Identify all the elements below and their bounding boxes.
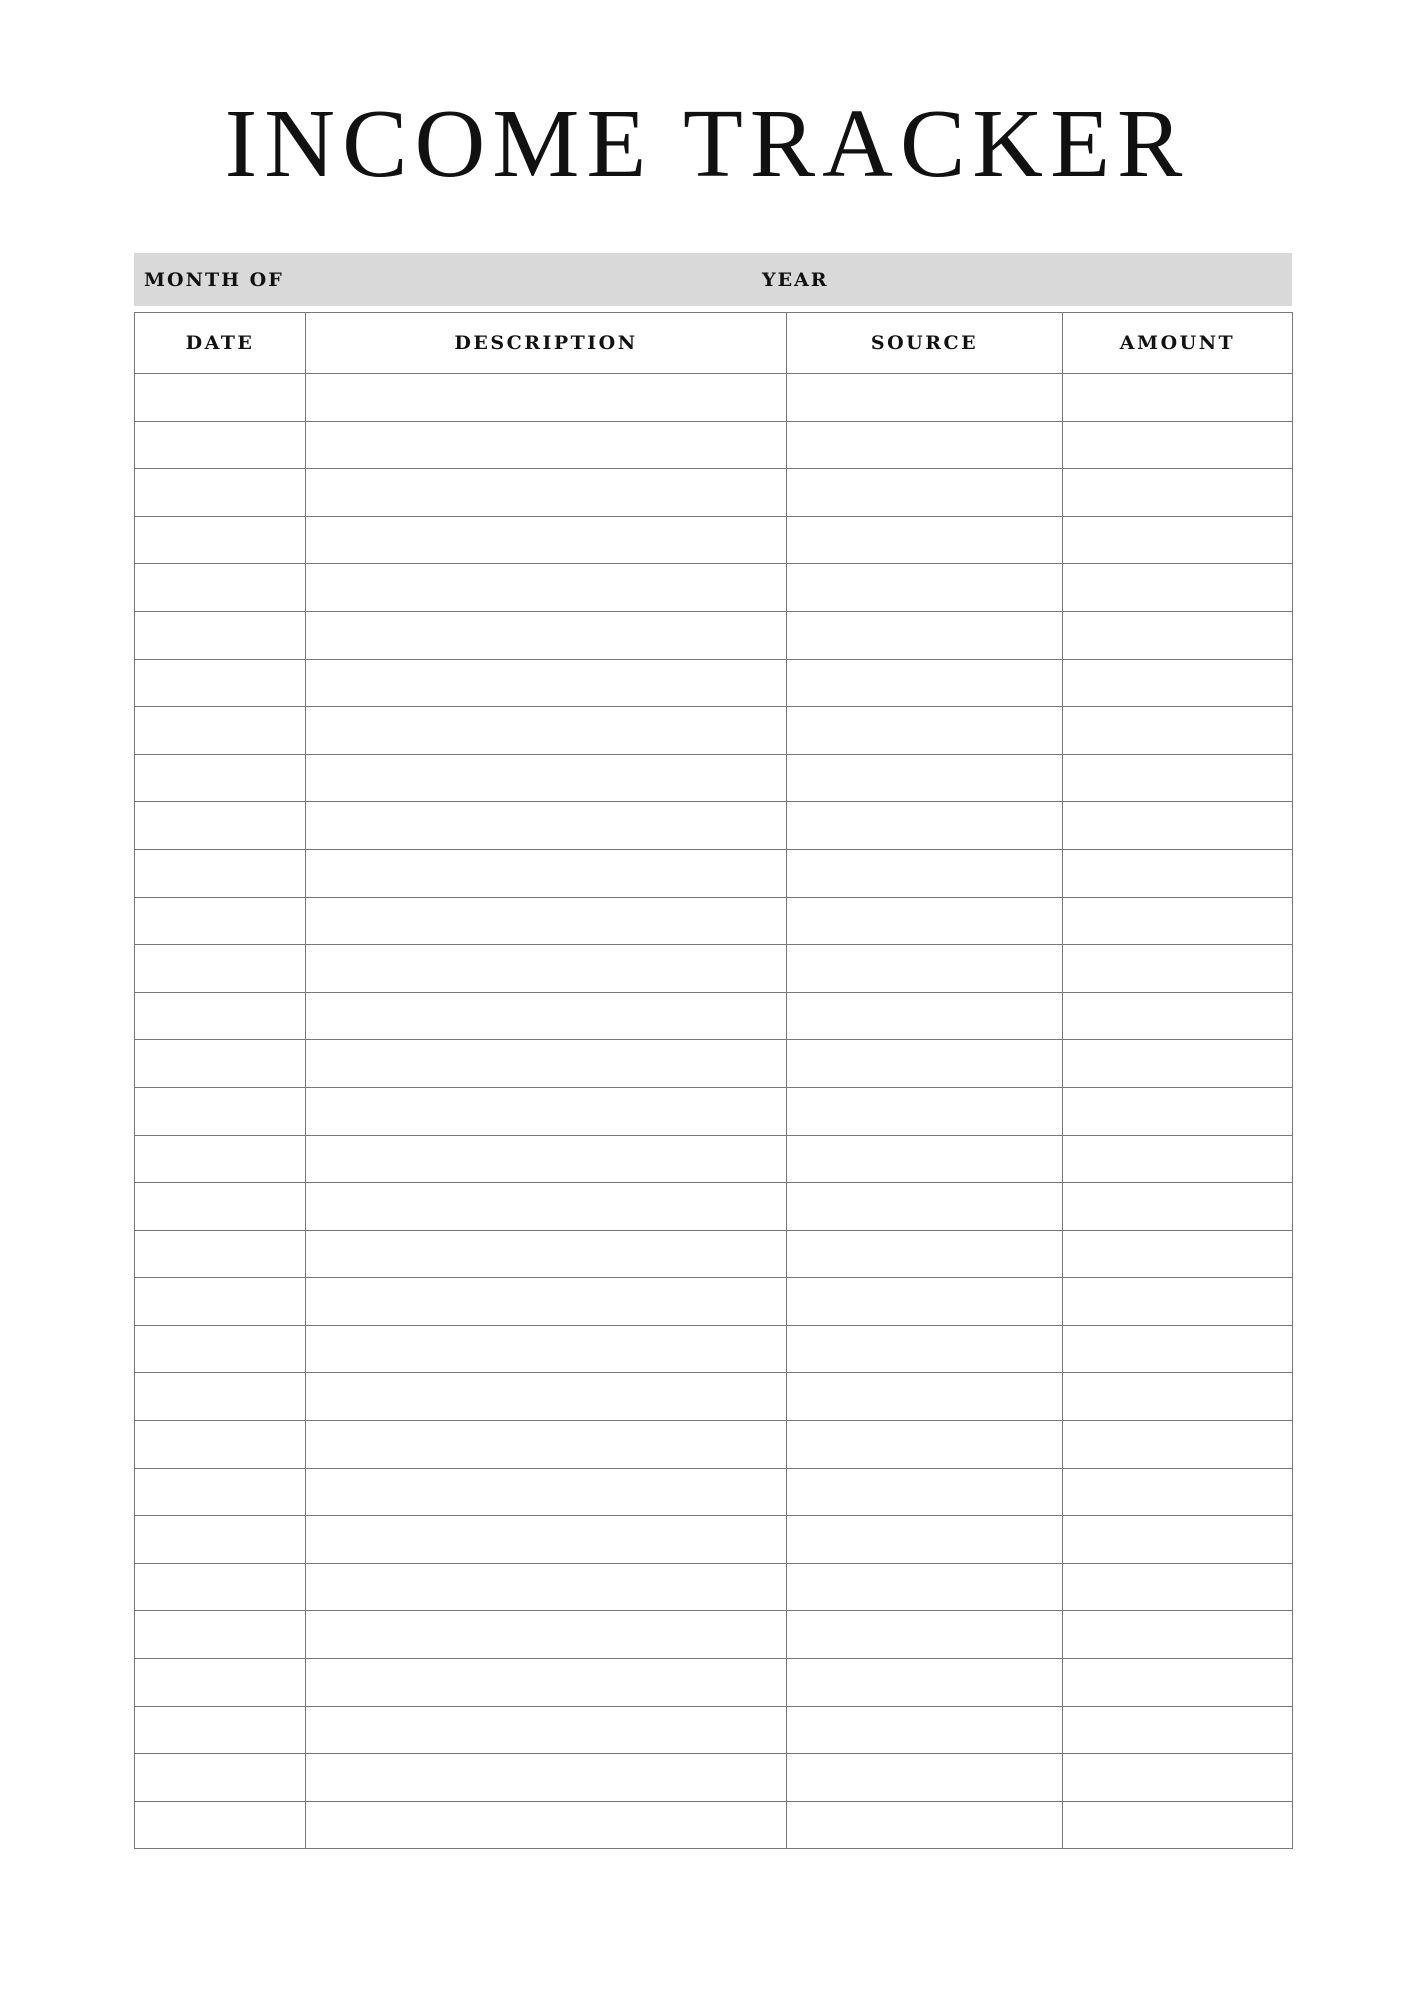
description-cell[interactable] xyxy=(306,1373,787,1421)
amount-cell[interactable] xyxy=(1063,802,1293,850)
description-cell[interactable] xyxy=(306,897,787,945)
source-cell[interactable] xyxy=(787,1611,1063,1659)
table-row xyxy=(135,1611,1293,1659)
amount-cell[interactable] xyxy=(1063,1706,1293,1754)
source-cell[interactable] xyxy=(787,1373,1063,1421)
source-cell[interactable] xyxy=(787,992,1063,1040)
description-cell[interactable] xyxy=(306,1278,787,1326)
table-row xyxy=(135,897,1293,945)
description-cell[interactable] xyxy=(306,1516,787,1564)
column-header-date: DATE xyxy=(135,313,306,374)
table-row xyxy=(135,1040,1293,1088)
source-cell[interactable] xyxy=(787,1659,1063,1707)
date-cell[interactable] xyxy=(135,1516,306,1564)
description-cell[interactable] xyxy=(306,1421,787,1469)
date-cell[interactable] xyxy=(135,1754,306,1802)
source-cell[interactable] xyxy=(787,1754,1063,1802)
amount-cell[interactable] xyxy=(1063,1183,1293,1231)
table-row xyxy=(135,707,1293,755)
date-cell[interactable] xyxy=(135,1611,306,1659)
table-row xyxy=(135,469,1293,517)
date-cell[interactable] xyxy=(135,802,306,850)
source-cell[interactable] xyxy=(787,374,1063,422)
table-row xyxy=(135,1087,1293,1135)
table-row xyxy=(135,421,1293,469)
description-cell[interactable] xyxy=(306,945,787,993)
table-row xyxy=(135,1563,1293,1611)
description-cell[interactable] xyxy=(306,1468,787,1516)
month-year-band xyxy=(134,253,1292,306)
amount-cell[interactable] xyxy=(1063,1040,1293,1088)
table-row xyxy=(135,1278,1293,1326)
source-cell[interactable] xyxy=(787,1468,1063,1516)
table-row xyxy=(135,945,1293,993)
source-cell[interactable] xyxy=(787,754,1063,802)
amount-cell[interactable] xyxy=(1063,849,1293,897)
amount-cell[interactable] xyxy=(1063,754,1293,802)
table-row xyxy=(135,1230,1293,1278)
date-cell[interactable] xyxy=(135,421,306,469)
source-cell[interactable] xyxy=(787,707,1063,755)
description-cell[interactable] xyxy=(306,421,787,469)
date-cell[interactable] xyxy=(135,659,306,707)
source-cell[interactable] xyxy=(787,1801,1063,1849)
amount-cell[interactable] xyxy=(1063,1611,1293,1659)
date-cell[interactable] xyxy=(135,754,306,802)
description-cell[interactable] xyxy=(306,1611,787,1659)
description-cell[interactable] xyxy=(306,849,787,897)
table-row xyxy=(135,802,1293,850)
column-header-description: DESCRIPTION xyxy=(306,313,787,374)
source-cell[interactable] xyxy=(787,1183,1063,1231)
source-cell[interactable] xyxy=(787,516,1063,564)
date-cell[interactable] xyxy=(135,1183,306,1231)
date-cell[interactable] xyxy=(135,992,306,1040)
date-cell[interactable] xyxy=(135,1040,306,1088)
description-cell[interactable] xyxy=(306,1230,787,1278)
amount-cell[interactable] xyxy=(1063,374,1293,422)
date-cell[interactable] xyxy=(135,1325,306,1373)
table-row xyxy=(135,1516,1293,1564)
description-cell[interactable] xyxy=(306,1040,787,1088)
source-cell[interactable] xyxy=(787,802,1063,850)
date-cell[interactable] xyxy=(135,1563,306,1611)
amount-cell[interactable] xyxy=(1063,945,1293,993)
date-cell[interactable] xyxy=(135,1421,306,1469)
source-cell[interactable] xyxy=(787,469,1063,517)
date-cell[interactable] xyxy=(135,469,306,517)
date-cell[interactable] xyxy=(135,707,306,755)
description-cell[interactable] xyxy=(306,754,787,802)
amount-cell[interactable] xyxy=(1063,992,1293,1040)
table-row xyxy=(135,849,1293,897)
table-row xyxy=(135,374,1293,422)
date-cell[interactable] xyxy=(135,945,306,993)
date-cell[interactable] xyxy=(135,1373,306,1421)
description-cell[interactable] xyxy=(306,1563,787,1611)
table-row xyxy=(135,1468,1293,1516)
source-cell[interactable] xyxy=(787,897,1063,945)
month-of-label: MONTH OF xyxy=(144,269,284,291)
source-cell[interactable] xyxy=(787,1421,1063,1469)
date-cell[interactable] xyxy=(135,374,306,422)
description-cell[interactable] xyxy=(306,992,787,1040)
date-cell[interactable] xyxy=(135,849,306,897)
table-row xyxy=(135,1754,1293,1802)
year-label: YEAR xyxy=(762,269,829,291)
date-cell[interactable] xyxy=(135,611,306,659)
amount-cell[interactable] xyxy=(1063,1659,1293,1707)
column-header-source: SOURCE xyxy=(787,313,1063,374)
table-row xyxy=(135,564,1293,612)
description-cell[interactable] xyxy=(306,802,787,850)
description-cell[interactable] xyxy=(306,611,787,659)
date-cell[interactable] xyxy=(135,1801,306,1849)
description-cell[interactable] xyxy=(306,374,787,422)
source-cell[interactable] xyxy=(787,1516,1063,1564)
source-cell[interactable] xyxy=(787,1706,1063,1754)
description-cell[interactable] xyxy=(306,1087,787,1135)
amount-cell[interactable] xyxy=(1063,611,1293,659)
amount-cell[interactable] xyxy=(1063,1754,1293,1802)
description-cell[interactable] xyxy=(306,1706,787,1754)
description-cell[interactable] xyxy=(306,1801,787,1849)
table-row xyxy=(135,611,1293,659)
table-row xyxy=(135,1706,1293,1754)
amount-cell[interactable] xyxy=(1063,421,1293,469)
table-row xyxy=(135,516,1293,564)
description-cell[interactable] xyxy=(306,516,787,564)
source-cell[interactable] xyxy=(787,1325,1063,1373)
source-cell[interactable] xyxy=(787,945,1063,993)
amount-cell[interactable] xyxy=(1063,707,1293,755)
amount-cell[interactable] xyxy=(1063,1135,1293,1183)
table-row xyxy=(135,1421,1293,1469)
date-cell[interactable] xyxy=(135,1230,306,1278)
income-table xyxy=(134,312,1293,1849)
amount-cell[interactable] xyxy=(1063,1421,1293,1469)
table-header-row xyxy=(135,313,1293,374)
description-cell[interactable] xyxy=(306,1183,787,1231)
date-cell[interactable] xyxy=(135,564,306,612)
table-row xyxy=(135,1325,1293,1373)
amount-cell[interactable] xyxy=(1063,1373,1293,1421)
date-cell[interactable] xyxy=(135,1135,306,1183)
amount-cell[interactable] xyxy=(1063,564,1293,612)
column-header-amount: AMOUNT xyxy=(1063,313,1293,374)
date-cell[interactable] xyxy=(135,1468,306,1516)
amount-cell[interactable] xyxy=(1063,659,1293,707)
table-row xyxy=(135,1659,1293,1707)
source-cell[interactable] xyxy=(787,1040,1063,1088)
amount-cell[interactable] xyxy=(1063,469,1293,517)
source-cell[interactable] xyxy=(787,659,1063,707)
source-cell[interactable] xyxy=(787,1087,1063,1135)
source-cell[interactable] xyxy=(787,849,1063,897)
source-cell[interactable] xyxy=(787,611,1063,659)
table-row xyxy=(135,1801,1293,1849)
amount-cell[interactable] xyxy=(1063,1278,1293,1326)
amount-cell[interactable] xyxy=(1063,1087,1293,1135)
description-cell[interactable] xyxy=(306,707,787,755)
description-cell[interactable] xyxy=(306,659,787,707)
amount-cell[interactable] xyxy=(1063,1801,1293,1849)
description-cell[interactable] xyxy=(306,564,787,612)
description-cell[interactable] xyxy=(306,469,787,517)
date-cell[interactable] xyxy=(135,897,306,945)
description-cell[interactable] xyxy=(306,1135,787,1183)
source-cell[interactable] xyxy=(787,421,1063,469)
source-cell[interactable] xyxy=(787,1135,1063,1183)
amount-cell[interactable] xyxy=(1063,1516,1293,1564)
date-cell[interactable] xyxy=(135,516,306,564)
date-cell[interactable] xyxy=(135,1278,306,1326)
table-row xyxy=(135,754,1293,802)
amount-cell[interactable] xyxy=(1063,897,1293,945)
description-cell[interactable] xyxy=(306,1754,787,1802)
description-cell[interactable] xyxy=(306,1325,787,1373)
description-cell[interactable] xyxy=(306,1659,787,1707)
page-title: INCOME TRACKER xyxy=(224,90,1190,198)
source-cell[interactable] xyxy=(787,1230,1063,1278)
source-cell[interactable] xyxy=(787,1278,1063,1326)
table-row xyxy=(135,992,1293,1040)
date-cell[interactable] xyxy=(135,1087,306,1135)
amount-cell[interactable] xyxy=(1063,516,1293,564)
date-cell[interactable] xyxy=(135,1706,306,1754)
amount-cell[interactable] xyxy=(1063,1230,1293,1278)
table-row xyxy=(135,659,1293,707)
source-cell[interactable] xyxy=(787,1563,1063,1611)
source-cell[interactable] xyxy=(787,564,1063,612)
amount-cell[interactable] xyxy=(1063,1563,1293,1611)
table-row xyxy=(135,1373,1293,1421)
table-row xyxy=(135,1135,1293,1183)
amount-cell[interactable] xyxy=(1063,1468,1293,1516)
amount-cell[interactable] xyxy=(1063,1325,1293,1373)
date-cell[interactable] xyxy=(135,1659,306,1707)
table-row xyxy=(135,1183,1293,1231)
